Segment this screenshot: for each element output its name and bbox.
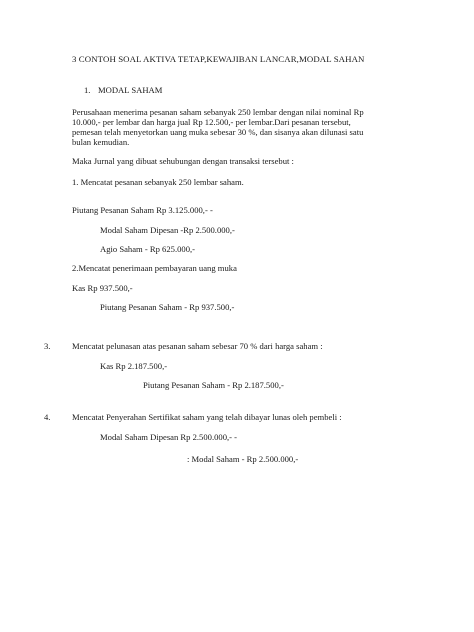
section-1-number: 1. [84,85,91,95]
journal-entry-credit: Piutang Pesanan Saham - Rp 937.500,- [100,302,235,312]
journal-entry-debit: Modal Saham Dipesan Rp 2.500.000,- - [100,432,238,442]
section-4-label: Mencatat Penyerahan Sertifikat saham yang telah dibayar lunas oleh pembeli : [72,412,342,422]
journal-entry-debit: Kas Rp 937.500,- [72,283,133,293]
paragraph-line-4: bulan kemudian. [72,137,130,147]
section-3-label: Mencatat pelunasan atas pesanan saham sebesar 70 % dari harga saham : [72,341,323,351]
journal-entry-credit: Piutang Pesanan Saham - Rp 2.187.500,- [143,380,284,390]
journal-entry-credit: Agio Saham - Rp 625.000,- [100,244,196,254]
document-title: 3 CONTOH SOAL AKTIVA TETAP,KEWAJIBAN LANCAR,MODAL SAHAN [72,54,365,64]
journal-entry-debit: Piutang Pesanan Saham Rp 3.125.000,- - [72,205,213,215]
item-2-label: 2.Mencatat penerimaan pembayaran uang muka [72,263,237,273]
paragraph-line-1: Perusahaan menerima pesanan saham sebanyak 250 lembar dengan nilai nominal Rp [72,107,364,117]
journal-intro: Maka Jurnal yang dibuat sehubungan dengan transaksi tersebut : [72,156,294,166]
section-4-number: 4. [44,412,51,422]
section-1-heading: MODAL SAHAM [98,85,163,95]
item-1-label: 1. Mencatat pesanan sebanyak 250 lembar saham. [72,177,244,187]
journal-entry-credit: : Modal Saham - Rp 2.500.000,- [187,454,299,464]
paragraph-line-2: 10.000,- per lembar dan harga jual Rp 12.500,- per lembar.Dari pesanan tersebut, [72,117,351,127]
journal-entry-credit: Modal Saham Dipesan -Rp 2.500.000,- [100,225,235,235]
journal-entry-debit: Kas Rp 2.187.500,- [100,361,168,371]
paragraph-line-3: pemesan telah menyetorkan uang muka sebesar 30 %, dan sisanya akan dilunasi satu [72,127,364,137]
section-3-number: 3. [44,341,51,351]
